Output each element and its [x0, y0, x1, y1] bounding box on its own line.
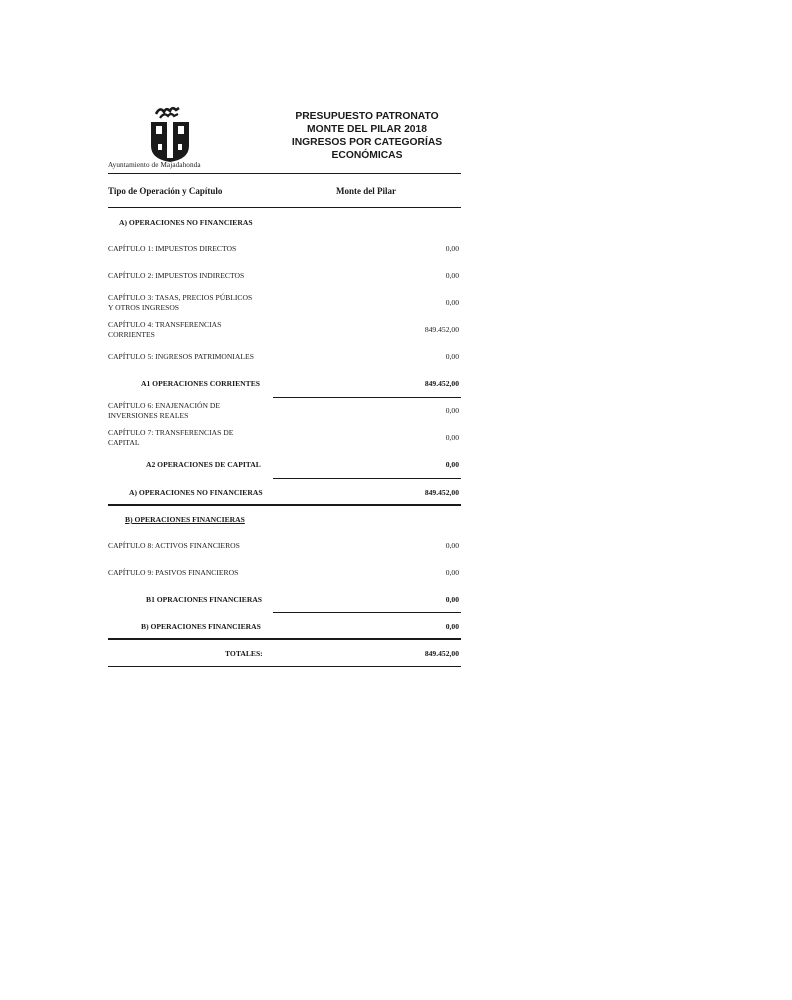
row-value: 849.452,00 — [424, 325, 459, 334]
row-value: 0,00 — [445, 298, 459, 307]
column-header-value: Monte del Pilar — [336, 186, 396, 196]
row-label: CAPÍTULO 6: ENAJENACIÓN DE — [108, 401, 221, 410]
subtotal-value: 0,00 — [445, 460, 459, 469]
subtotal-label: A2 OPERACIONES DE CAPITAL — [146, 460, 261, 469]
row-label: CAPÍTULO 1: IMPUESTOS DIRECTOS — [108, 244, 237, 253]
document-title — [282, 110, 452, 162]
subtotal-rule — [273, 397, 461, 398]
bottom-rule — [108, 666, 461, 667]
totals-value: 849.452,00 — [424, 649, 459, 658]
row-label-continuation: INVERSIONES REALES — [108, 411, 189, 420]
row-label-continuation: CAPITAL — [108, 438, 140, 447]
row-label-continuation: Y OTROS INGRESOS — [108, 303, 180, 312]
title-line: INGRESOS POR CATEGORÍAS — [291, 137, 443, 148]
title-line: MONTE DEL PILAR 2018 — [307, 124, 427, 135]
total-b-value: 0,00 — [445, 622, 459, 631]
row-label: CAPÍTULO 2: IMPUESTOS INDIRECTOS — [108, 271, 245, 280]
row-label: CAPÍTULO 5: INGRESOS PATRIMONIALES — [108, 352, 254, 361]
header-rule — [108, 173, 461, 174]
section-a-title: A) OPERACIONES NO FINANCIERAS — [119, 218, 253, 227]
row-value: 0,00 — [445, 244, 459, 253]
row-label-continuation: CORRIENTES — [108, 330, 155, 339]
subtotal-label: A1 OPERACIONES CORRIENTES — [141, 379, 260, 388]
row-label: CAPÍTULO 8: ACTIVOS FINANCIEROS — [108, 541, 240, 550]
row-value: 0,00 — [445, 406, 459, 415]
row-value: 0,00 — [445, 271, 459, 280]
subtotal-value: 849.452,00 — [424, 379, 459, 388]
organization-name: Ayuntamiento de Majadahonda — [108, 161, 201, 169]
row-label: CAPÍTULO 4: TRANSFERENCIAS — [108, 320, 222, 329]
title-line: ECONÓMICAS — [331, 150, 403, 161]
subtotal-label: B1 OPRACIONES FINANCIERAS — [146, 595, 263, 604]
row-value: 0,00 — [445, 352, 459, 361]
total-a-label: A) OPERACIONES NO FINANCIERAS — [129, 488, 263, 497]
row-value: 0,00 — [445, 541, 459, 550]
section-rule — [108, 638, 461, 640]
row-label: CAPÍTULO 3: TASAS, PRECIOS PÚBLICOS — [108, 293, 253, 302]
totals-label: TOTALES: — [225, 649, 263, 658]
subtotal-rule — [273, 612, 461, 613]
row-value: 0,00 — [445, 568, 459, 577]
title-line: PRESUPUESTO PATRONATO — [295, 111, 439, 122]
section-b-title: B) OPERACIONES FINANCIERAS — [125, 515, 245, 524]
section-rule — [108, 504, 461, 506]
subtotal-value: 0,00 — [445, 595, 459, 604]
column-header-rule — [108, 207, 461, 208]
municipal-logo — [146, 104, 194, 164]
subtotal-rule — [273, 478, 461, 479]
total-b-label: B) OPERACIONES FINANCIERAS — [141, 622, 261, 631]
total-a-value: 849.452,00 — [424, 488, 459, 497]
row-label: CAPÍTULO 9: PASIVOS FINANCIEROS — [108, 568, 239, 577]
row-label: CAPÍTULO 7: TRANSFERENCIAS DE — [108, 428, 234, 437]
row-value: 0,00 — [445, 433, 459, 442]
column-header-label: Tipo de Operación y Capítulo — [108, 186, 223, 196]
